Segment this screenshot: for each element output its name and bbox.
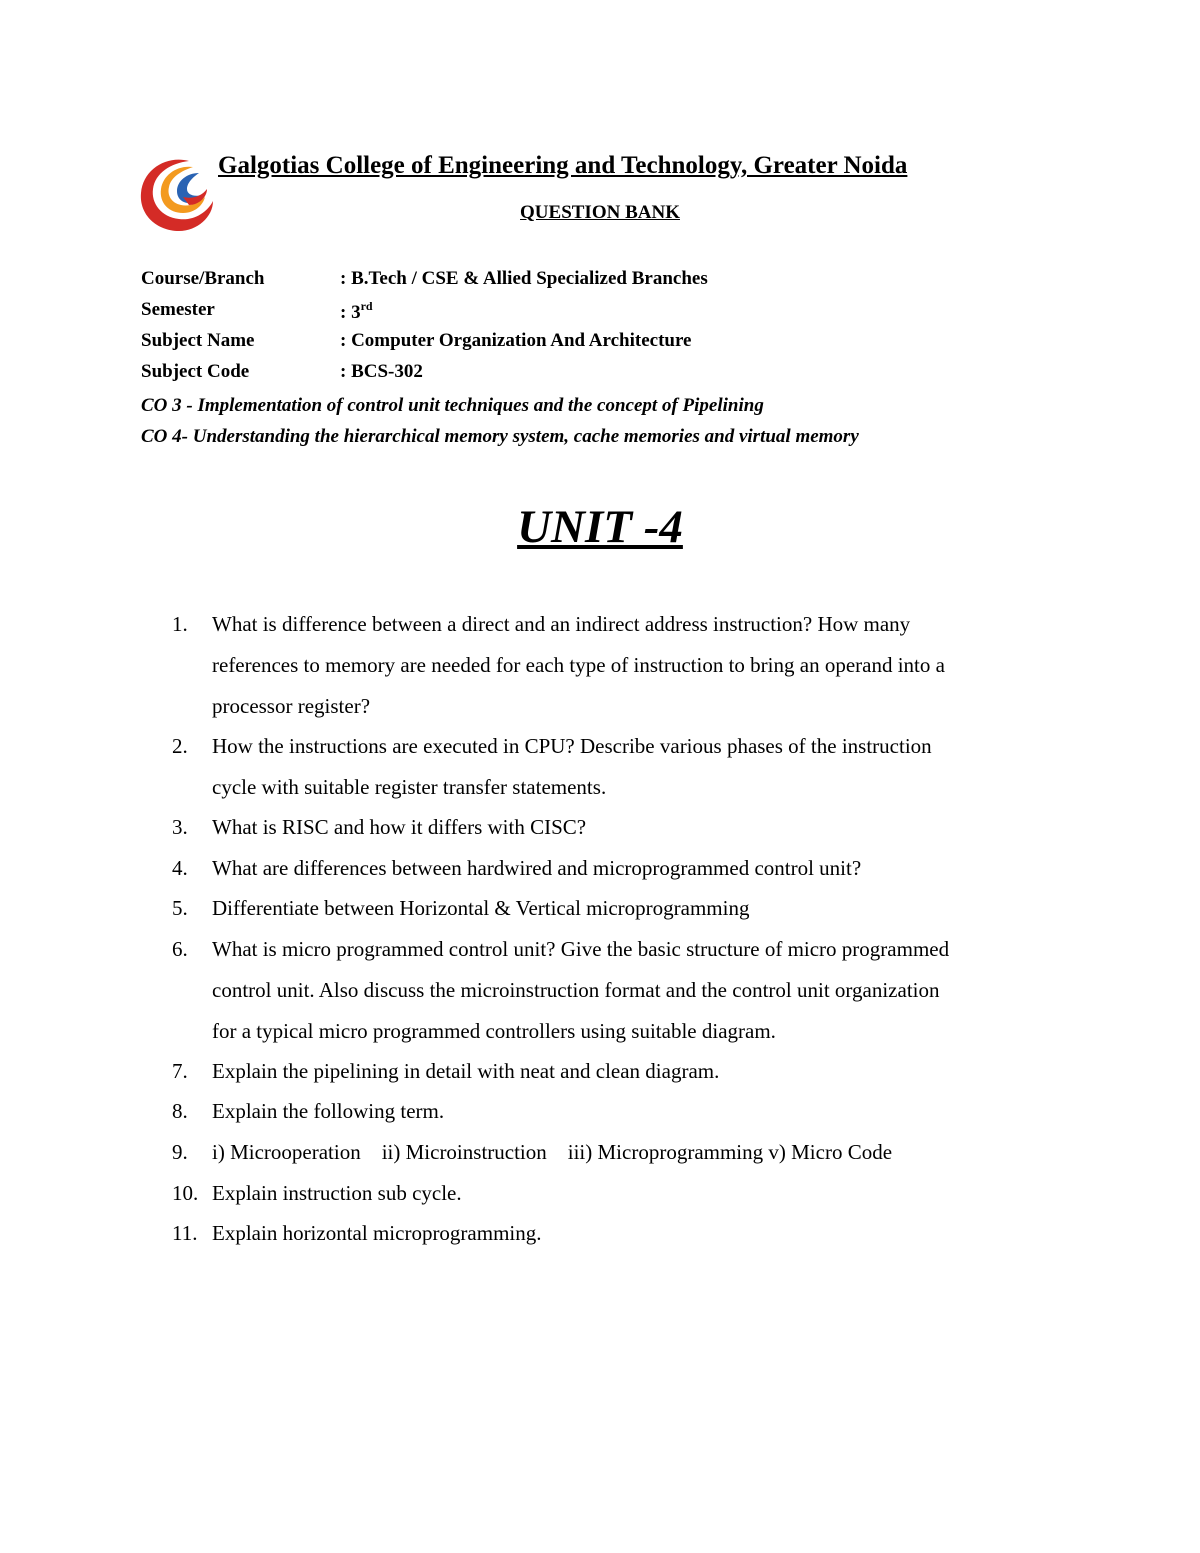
question-number: 9. bbox=[172, 1140, 188, 1164]
question-text: How the instructions are executed in CPU? Describe various phases of the instruction bbox=[212, 734, 932, 758]
question-text: What is micro programmed control unit? Give the basic structure of micro programmed bbox=[212, 937, 950, 961]
question-text: Explain the following term. bbox=[212, 1099, 445, 1123]
question-text-continued: processor register? bbox=[212, 694, 371, 718]
meta-label: Subject Code bbox=[141, 361, 250, 382]
meta-value: : B.Tech / CSE & Allied Specialized Branches bbox=[340, 268, 708, 289]
question-number: 2. bbox=[172, 734, 188, 758]
meta-value: : Computer Organization And Architecture bbox=[340, 330, 692, 351]
question-text-continued: for a typical micro programmed controllers using suitable diagram. bbox=[212, 1019, 776, 1043]
meta-label: Subject Name bbox=[141, 330, 255, 351]
meta-value-wrap bbox=[340, 299, 373, 324]
question-number: 7. bbox=[172, 1059, 188, 1083]
question-text: What is difference between a direct and an indirect address instruction? How many bbox=[212, 612, 911, 636]
question-text: Differentiate between Horizontal & Vertical microprogramming bbox=[212, 896, 750, 920]
meta-label: Course/Branch bbox=[141, 268, 265, 289]
question-text-continued: control unit. Also discuss the microinstruction format and the control unit organization bbox=[212, 978, 940, 1002]
question-number: 8. bbox=[172, 1099, 188, 1123]
question-text-continued: cycle with suitable register transfer statements. bbox=[212, 775, 607, 799]
course-outcome: CO 3 - Implementation of control unit techniques and the concept of Pipelining bbox=[141, 395, 764, 416]
question-text: Explain horizontal microprogramming. bbox=[212, 1221, 542, 1245]
meta-value-superscript: rd bbox=[360, 299, 373, 313]
unit-title: UNIT -4 bbox=[517, 501, 683, 553]
question-text: Explain instruction sub cycle. bbox=[212, 1181, 462, 1205]
question-text: What are differences between hardwired and microprogrammed control unit? bbox=[212, 856, 862, 880]
question-text-continued: references to memory are needed for each type of instruction to bring an operand into a bbox=[212, 653, 945, 677]
question-number: 4. bbox=[172, 856, 188, 880]
question-number: 1. bbox=[172, 612, 188, 636]
question-number: 11. bbox=[172, 1221, 198, 1245]
meta-value: : 3 bbox=[340, 302, 361, 323]
course-outcome: CO 4- Understanding the hierarchical memory system, cache memories and virtual memory bbox=[141, 426, 859, 447]
question-text: Explain the pipelining in detail with neat and clean diagram. bbox=[212, 1059, 720, 1083]
college-title: Galgotias College of Engineering and Technology, Greater Noida bbox=[218, 152, 908, 179]
meta-label: Semester bbox=[141, 299, 215, 320]
question-number: 5. bbox=[172, 896, 188, 920]
question-text: What is RISC and how it differs with CISC? bbox=[212, 815, 587, 839]
meta-value: : BCS-302 bbox=[340, 361, 423, 382]
question-number: 3. bbox=[172, 815, 188, 839]
question-number: 6. bbox=[172, 937, 188, 961]
question-number: 10. bbox=[172, 1181, 199, 1205]
question-text: i) Microoperation ii) Microinstruction iii) Microprogramming v) Micro Code bbox=[212, 1140, 893, 1164]
document-title: QUESTION BANK bbox=[520, 202, 680, 223]
